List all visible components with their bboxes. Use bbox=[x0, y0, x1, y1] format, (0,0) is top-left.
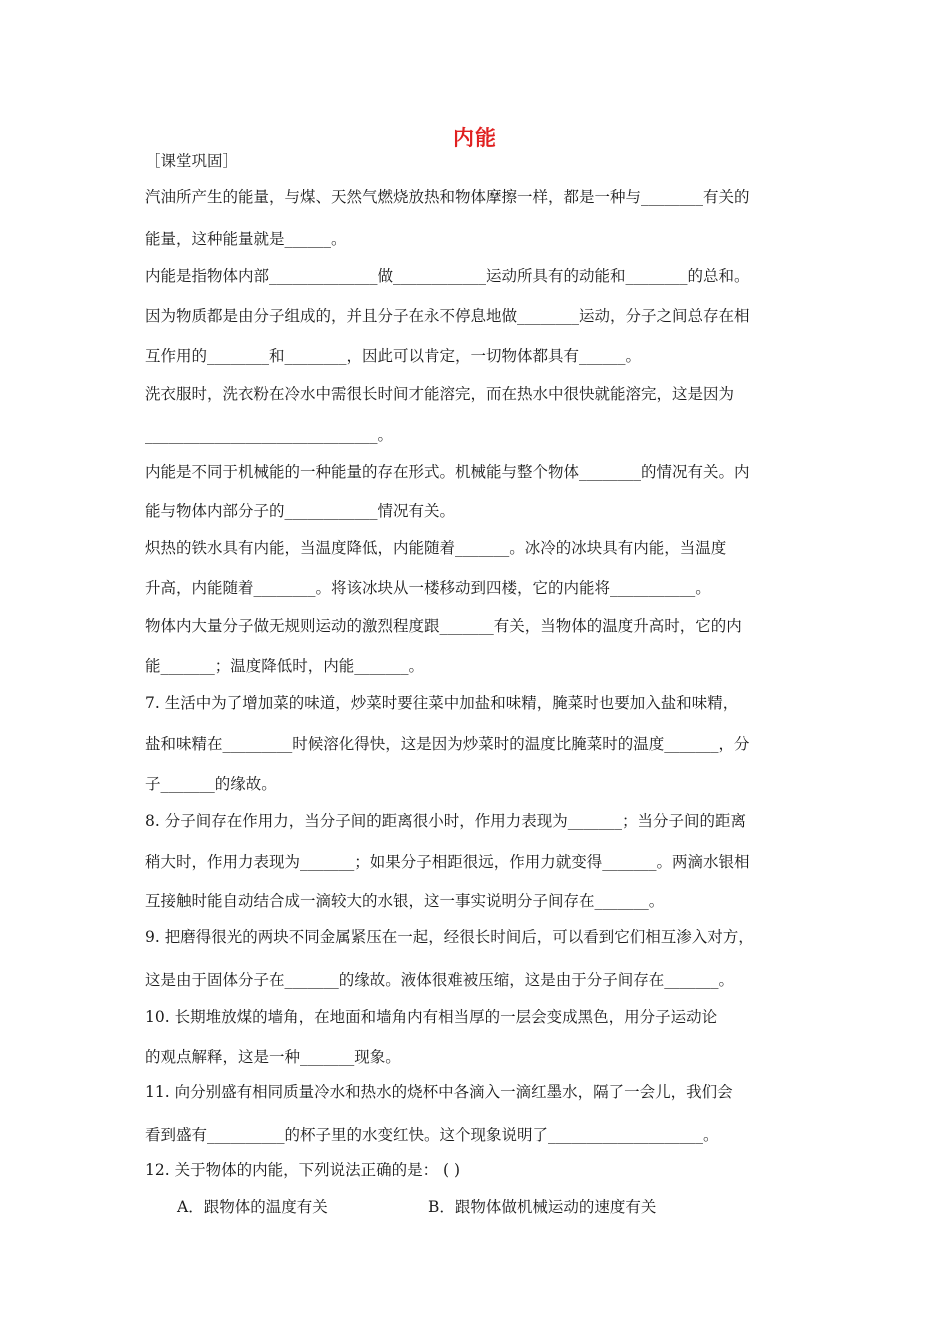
question-line: 互作用的________和________，因此可以肯定，一切物体都具有______。 bbox=[145, 347, 642, 365]
question-line: 11. 向分别盛有相同质量冷水和热水的烧杯中各滴入一滴红墨水，隔了一会儿，我们会 bbox=[145, 1083, 733, 1101]
question-line: 看到盛有__________的杯子里的水变红快。这个现象说明了____________________。 bbox=[145, 1126, 719, 1144]
question-line: 12. 关于物体的内能，下列说法正确的是： ( ) bbox=[145, 1161, 461, 1179]
question-line: 洗衣服时，洗衣粉在冷水中需很长时间才能溶完，而在热水中很快就能溶完，这是因为 bbox=[145, 385, 735, 403]
question-line: ______________________________。 bbox=[145, 426, 394, 444]
question-line: 8. 分子间存在作用力，当分子间的距离很小时，作用力表现为_______；当分子间的距离 bbox=[145, 812, 746, 830]
question-line: 互接触时能自动结合成一滴较大的水银，这一事实说明分子间存在_______。 bbox=[145, 892, 665, 910]
option-a: A．跟物体的温度有关 bbox=[177, 1198, 328, 1216]
question-line: 能与物体内部分子的____________情况有关。 bbox=[145, 502, 456, 520]
question-line: 汽油所产生的能量，与煤、天然气燃烧放热和物体摩擦一样，都是一种与________有关的 bbox=[145, 188, 750, 206]
question-line: 升高，内能随着________。将该冰块从一楼移动到四楼，它的内能将___________。 bbox=[145, 579, 711, 597]
question-line: 7. 生活中为了增加菜的味道，炒菜时要往菜中加盐和味精，腌菜时也要加入盐和味精， bbox=[145, 694, 739, 712]
question-line: 能_______；温度降低时，内能_______。 bbox=[145, 657, 425, 675]
question-line: 子_______的缘故。 bbox=[145, 775, 277, 793]
question-line: 的观点解释，这是一种_______现象。 bbox=[145, 1048, 401, 1066]
question-line: 物体内大量分子做无规则运动的激烈程度跟_______有关，当物体的温度升高时，它的内 bbox=[145, 617, 742, 635]
question-line: 因为物质都是由分子组成的，并且分子在永不停息地做________运动，分子之间总存在相 bbox=[145, 307, 750, 325]
option-b: B．跟物体做机械运动的速度有关 bbox=[428, 1198, 657, 1216]
question-line: 10. 长期堆放煤的墙角，在地面和墙角内有相当厚的一层会变成黑色，用分子运动论 bbox=[145, 1008, 718, 1026]
section-heading: ［课堂巩固］ bbox=[145, 152, 239, 170]
question-line: 内能是不同于机械能的一种能量的存在形式。机械能与整个物体________的情况有关。内 bbox=[145, 463, 750, 481]
question-line: 炽热的铁水具有内能，当温度降低，内能随着_______。冰冷的冰块具有内能，当温度 bbox=[145, 539, 727, 557]
question-line: 能量，这种能量就是______。 bbox=[145, 230, 347, 248]
question-line: 9. 把磨得很光的两块不同金属紧压在一起，经很长时间后，可以看到它们相互渗入对方， bbox=[145, 928, 754, 946]
question-line: 这是由于固体分子在_______的缘故。液体很难被压缩，这是由于分子间存在_______。 bbox=[145, 971, 735, 989]
question-line: 盐和味精在_________时候溶化得快，这是因为炒菜时的温度比腌菜时的温度_______，分 bbox=[145, 735, 750, 753]
document-title: 内能 bbox=[453, 126, 497, 150]
question-line: 内能是指物体内部______________做____________运动所具有的动能和________的总和。 bbox=[145, 267, 750, 285]
question-line: 稍大时，作用力表现为_______；如果分子相距很远，作用力就变得_______。两滴水银相 bbox=[145, 853, 750, 871]
